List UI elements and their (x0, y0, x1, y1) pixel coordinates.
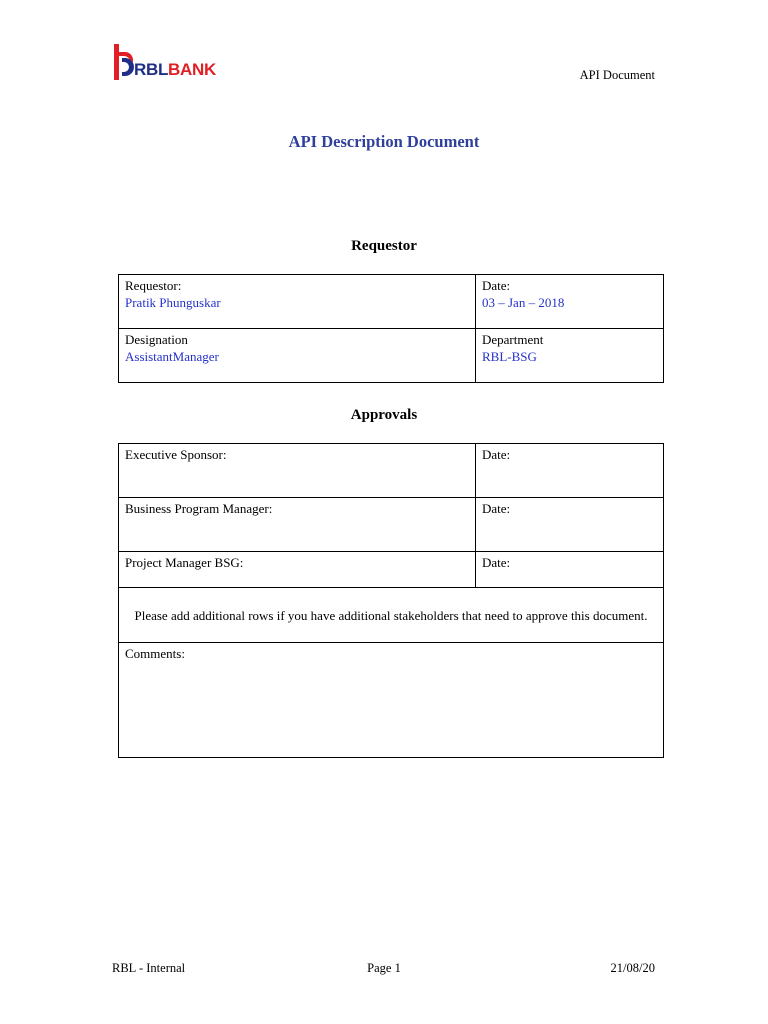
project-manager-bsg-date-label: Date: (476, 552, 664, 588)
designation-cell (119, 329, 476, 383)
project-manager-bsg-label: Project Manager BSG: (119, 552, 476, 588)
business-program-manager-date-label: Date: (476, 498, 664, 552)
table-row (119, 643, 664, 758)
table-row (119, 588, 664, 643)
date-value: 03 – Jan – 2018 (482, 295, 565, 310)
department-label: Department (482, 332, 544, 347)
header-doc-label: API Document (579, 68, 655, 82)
table-row (119, 498, 664, 552)
requestor-heading: Requestor (351, 238, 417, 254)
business-program-manager-label: Business Program Manager: (119, 498, 476, 552)
department-value: RBL-BSG (482, 349, 537, 364)
footer-classification: RBL - Internal (112, 961, 186, 975)
approvals-heading: Approvals (350, 407, 418, 423)
table-row (119, 444, 664, 498)
executive-sponsor-date-label: Date: (476, 444, 664, 498)
designation-label: Designation (125, 332, 188, 347)
table-row (119, 275, 664, 329)
requestor-value: Pratik Phunguskar (125, 295, 221, 310)
additional-rows-note: Please add additional rows if you have additional stakeholders that need to approve this document. (119, 588, 664, 643)
approvals-table (118, 443, 664, 758)
footer-date: 21/08/20 (610, 961, 655, 975)
table-row (119, 552, 664, 588)
footer-page-number: Page 1 (367, 961, 401, 975)
rbl-bank-logo (112, 44, 232, 84)
date-cell (476, 275, 664, 329)
department-cell (476, 329, 664, 383)
requestor-table (118, 274, 664, 383)
table-row (119, 329, 664, 383)
rbl-logo-mark-icon (112, 44, 136, 82)
date-label: Date: (482, 278, 511, 293)
comments-label: Comments: (119, 643, 664, 758)
requestor-cell (119, 275, 476, 329)
page-title: API Description Document (288, 132, 480, 151)
designation-value: AssistantManager (125, 349, 219, 364)
requestor-label: Requestor: (125, 278, 182, 293)
executive-sponsor-label: Executive Sponsor: (119, 444, 476, 498)
logo-wordmark: RBLBANK (134, 60, 216, 79)
